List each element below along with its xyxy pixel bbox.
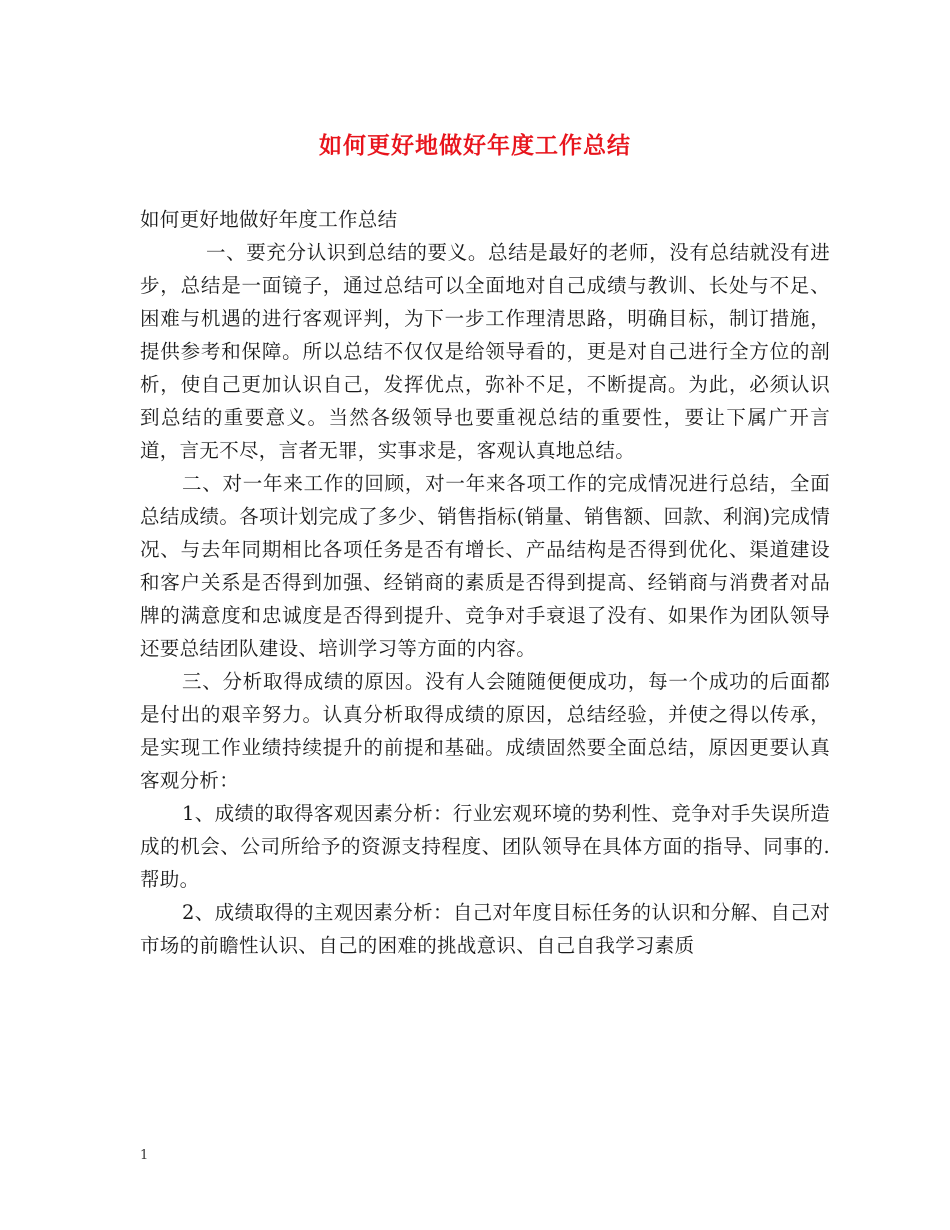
paragraph-3: 三、分析取得成绩的原因。没有人会随随便便成功，每一个成功的后面都是付出的艰辛努力。认真分析取得成绩的原因，总结经验，并使之得以传承，是实现工作业绩持续提升的前提和基础。成绩固然要全面总结，原因更要认真客观分析： [140,670,830,792]
paragraph-5: 2、成绩取得的主观因素分析：自己对年度目标任务的认识和分解、自己对市场的前瞻性认识、自己的困难的挑战意识、自己自我学习素质 [140,901,830,957]
paragraph-2: 二、对一年来工作的回顾，对一年来各项工作的完成情况进行总结，全面总结成绩。各项计划完成了多少、销售指标(销量、销售额、回款、利润)完成情况、与去年同期相比各项任务是否有增长、产品结构是否得到优化、渠道建设和客户关系是否得到加强、经销商的素质是否得到提高、经销商与消费者对品牌的满意度和忠诚度是否得到提升、竞争对手衰退了没有、如果作为团队领导还要总结团队建设、培训学习等方面的内容。 [140,472,830,660]
page-number: 1 [140,1148,149,1163]
paragraph-1: 一、要充分认识到总结的要义。总结是最好的老师，没有总结就没有进步，总结是一面镜子，通过总结可以全面地对自己成绩与教训、长处与不足、困难与机遇的进行客观评判，为下一步工作理清思路，明确目标，制订措施，提供参考和保障。所以总结不仅仅是给领导看的，更是对自己进行全方位的剖析，使自己更加认识自己，发挥优点，弥补不足，不断提高。为此，必须认识到总结的重要意义。当然各级领导也要重视总结的重要性，要让下属广开言道，言无不尽，言者无罪，实事求是，客观认真地总结。 [140,241,830,462]
document-subtitle: 如何更好地做好年度工作总结 [140,208,398,231]
paragraph-4: 1、成绩的取得客观因素分析：行业宏观环境的势利性、竞争对手失误所造成的机会、公司所给予的资源支持程度、团队领导在具体方面的指导、同事的.帮助。 [140,802,830,891]
document-title: 如何更好地做好年度工作总结 [319,132,631,159]
document-body [140,203,830,962]
